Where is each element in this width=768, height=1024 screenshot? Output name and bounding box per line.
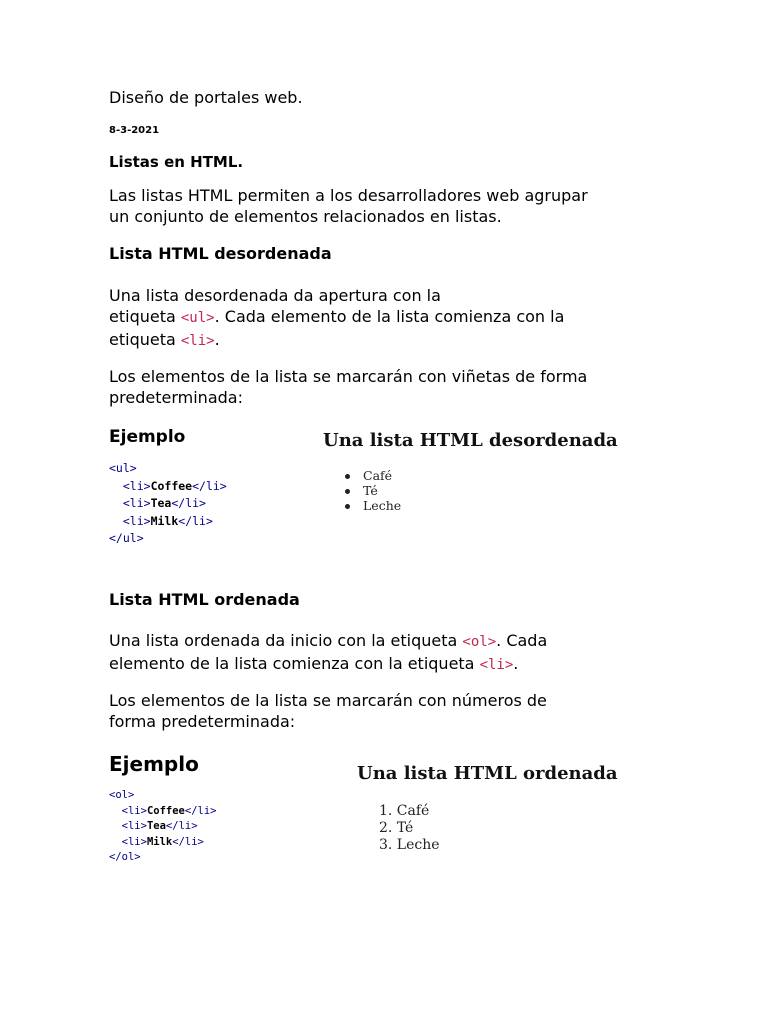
paragraph-line: Los elementos de la lista se marcarán con números de bbox=[109, 691, 547, 710]
list-item: 2. Té bbox=[379, 820, 414, 836]
code-close-tag: </li> bbox=[184, 804, 217, 817]
ordered-paragraph-2 bbox=[109, 690, 669, 732]
code-open-tag: <li> bbox=[122, 478, 151, 493]
unordered-demo-list bbox=[345, 468, 401, 513]
ordered-paragraph-1 bbox=[109, 630, 669, 676]
code-text: Tea bbox=[150, 496, 172, 510]
text-run: . bbox=[513, 654, 519, 673]
code-close-tag: </li> bbox=[171, 496, 206, 510]
unordered-demo-title: Una lista HTML desordenada bbox=[323, 430, 618, 451]
list-item: Leche bbox=[345, 498, 401, 513]
example-label: Ejemplo bbox=[109, 427, 186, 447]
unordered-heading: Lista HTML desordenada bbox=[109, 244, 332, 263]
text-run: . Cada bbox=[496, 631, 548, 650]
example-label: Ejemplo bbox=[109, 752, 199, 776]
paragraph-line: forma predeterminada: bbox=[109, 712, 296, 731]
paragraph-line: Una lista desordenada da apertura con la bbox=[109, 286, 441, 305]
intro-line: un conjunto de elementos relacionados en listas. bbox=[109, 207, 502, 226]
code-close-tag: </li> bbox=[192, 478, 227, 493]
list-item: 1. Café bbox=[379, 803, 430, 819]
code-line bbox=[109, 495, 227, 513]
text-run: etiqueta bbox=[109, 330, 181, 349]
code-open-tag: <li> bbox=[122, 513, 151, 528]
code-line: <ul> bbox=[109, 461, 137, 475]
ol-tag: <ol> bbox=[462, 634, 497, 650]
code-line: </ul> bbox=[109, 531, 144, 545]
code-text: Tea bbox=[146, 820, 166, 832]
code-line bbox=[109, 513, 227, 531]
code-line: </ol> bbox=[109, 851, 141, 863]
code-line bbox=[109, 478, 227, 496]
code-line bbox=[109, 804, 217, 820]
ordered-heading: Lista HTML ordenada bbox=[109, 590, 300, 609]
code-open-tag: <li> bbox=[121, 835, 147, 848]
code-open-tag: <li> bbox=[121, 804, 147, 817]
text-run: elemento de la lista comienza con la etiqueta bbox=[109, 654, 480, 673]
code-line bbox=[109, 819, 217, 835]
code-line bbox=[109, 835, 217, 851]
text-run: . Cada elemento de la lista comienza con la bbox=[214, 307, 565, 326]
code-text: Coffee bbox=[150, 478, 193, 493]
code-close-tag: </li> bbox=[172, 835, 204, 848]
paragraph-line bbox=[109, 329, 669, 352]
li-tag: <li> bbox=[180, 333, 215, 349]
code-close-tag: </li> bbox=[178, 513, 213, 528]
unordered-paragraph-2 bbox=[109, 366, 669, 408]
intro-line: Las listas HTML permiten a los desarrolladores web agrupar bbox=[109, 186, 588, 205]
list-item: Café bbox=[345, 468, 401, 483]
list-item: 3. Leche bbox=[379, 837, 440, 853]
unordered-paragraph-1 bbox=[109, 285, 669, 352]
code-sample-ol bbox=[109, 788, 217, 866]
code-text: Milk bbox=[146, 835, 173, 848]
paragraph-line: Los elementos de la lista se marcarán con viñetas de forma bbox=[109, 367, 588, 386]
document-date: 8-3-2021 bbox=[109, 125, 160, 136]
code-text: Coffee bbox=[146, 804, 185, 817]
paragraph-line bbox=[109, 630, 669, 653]
code-text: Milk bbox=[150, 513, 179, 528]
paragraph-line bbox=[109, 653, 669, 676]
list-item: Té bbox=[345, 483, 401, 498]
paragraph-line bbox=[109, 306, 669, 329]
code-close-tag: </li> bbox=[165, 820, 198, 832]
main-heading: Listas en HTML. bbox=[109, 153, 244, 171]
code-line: <ol> bbox=[109, 789, 135, 801]
ordered-demo-title: Una lista HTML ordenada bbox=[357, 763, 618, 784]
intro-paragraph bbox=[109, 185, 669, 227]
ul-tag: <ul> bbox=[180, 310, 215, 326]
code-sample-ul bbox=[109, 460, 227, 548]
course-title: Diseño de portales web. bbox=[109, 88, 303, 107]
paragraph-line: predeterminada: bbox=[109, 388, 243, 407]
ordered-demo-list bbox=[379, 803, 440, 854]
code-open-tag: <li> bbox=[122, 496, 151, 510]
li-tag: <li> bbox=[479, 657, 514, 673]
text-run: . bbox=[214, 330, 220, 349]
code-open-tag: <li> bbox=[121, 820, 147, 832]
text-run: Una lista ordenada da inicio con la etiqueta bbox=[109, 631, 463, 650]
text-run: etiqueta bbox=[109, 307, 181, 326]
